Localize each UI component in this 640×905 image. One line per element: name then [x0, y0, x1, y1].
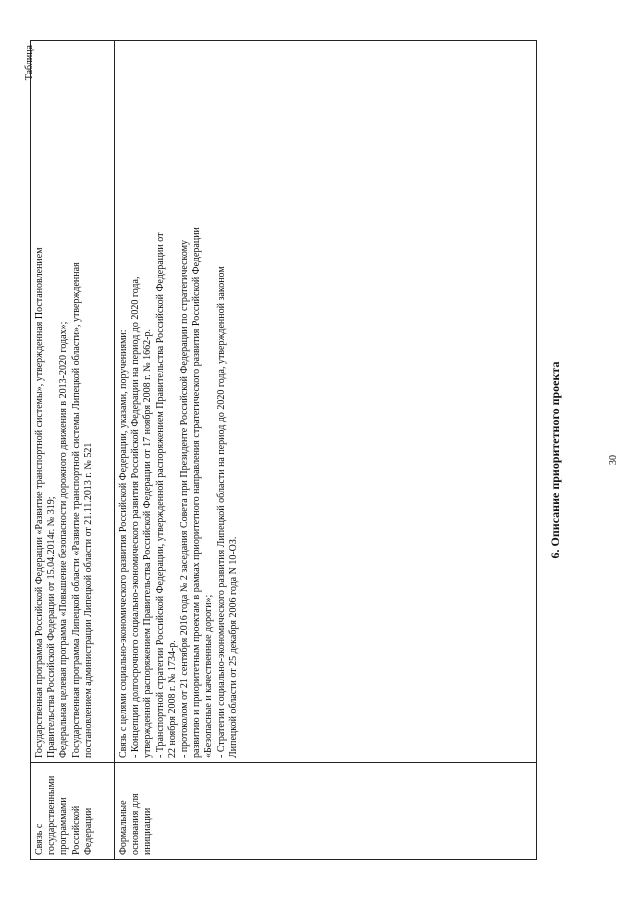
row-label-line: Российской	[70, 805, 82, 855]
content-line: - протоколом от 21 сентября 2016 года № 2 заседания Совета при Президенте Российской Федерации по стратегическому	[179, 239, 191, 758]
row-label-line: программами	[58, 797, 70, 855]
content-line: Липецкой области от 25 декабря 2006 года N 10-ОЗ.	[227, 536, 239, 758]
table-row	[31, 41, 115, 860]
row-label-line: основания для	[130, 793, 142, 855]
row-content-cell	[115, 41, 537, 763]
content-line: - Концепции долгосрочного социально-экономического развития Российской Федерации на период до 2020 года,	[130, 276, 142, 758]
row-label-line: государственными	[46, 775, 58, 855]
content-line: Федеральная целевая программа «Повышение безопасности дорожного движения в 2013-2020 годах»;	[58, 321, 70, 758]
content-line: развитию и приоритетным проектам в рамках приоритетного направления стратегического развития Российской Федерации	[191, 227, 203, 758]
row-label-line: инициации	[142, 807, 154, 855]
content-line: утвержденной распоряжением Правительства Российской Федерации от 17 ноября 2008 г. № 1662-р.	[142, 329, 154, 758]
row-label-line: Федерации	[82, 807, 94, 855]
project-table	[30, 40, 537, 860]
content-line: «Безопасные и качественные дороги»;	[203, 594, 215, 758]
table-row	[115, 41, 537, 860]
row-content-cell	[31, 41, 115, 763]
content-line: Государственная программа Липецкой области «Развитие транспортной системы Липецкой области», утвержденная	[70, 262, 82, 758]
content-line: 22 ноября 2008 г. № 1734-р.	[166, 640, 178, 758]
row-label-line: Формальные	[118, 800, 129, 855]
content-line: Правительства Российской Федерации от 15.04.2014г. № 319;	[46, 496, 58, 758]
row-label-cell	[31, 763, 115, 860]
table-caption: Таблица	[24, 45, 35, 81]
content-line: - Транспортной стратегии Российской Федерации, утвержденной распоряжением Правительства Российской Федерации от	[154, 232, 166, 758]
rotated-page	[10, 35, 630, 885]
row-label-cell	[115, 763, 537, 860]
row-label-line: Связь с	[34, 823, 45, 855]
content-line: Связь с целями социально-экономического развития Российской Федерации, указами, поручениями:	[118, 329, 129, 758]
page-number: 30	[608, 455, 619, 465]
section-title: 6. Описание приоритетного проекта	[548, 361, 562, 559]
content-line: постановлением администрации Липецкой области от 21.11.2013 г. № 521	[82, 442, 94, 758]
content-line: Государственная программа Российской Федерации «Развитие транспортной системы», утвержденная Постановлением	[34, 247, 45, 758]
content-line: - Стратегии социально-экономического развития Липецкой области на период до 2020 года, утвержденной законом	[215, 266, 227, 758]
